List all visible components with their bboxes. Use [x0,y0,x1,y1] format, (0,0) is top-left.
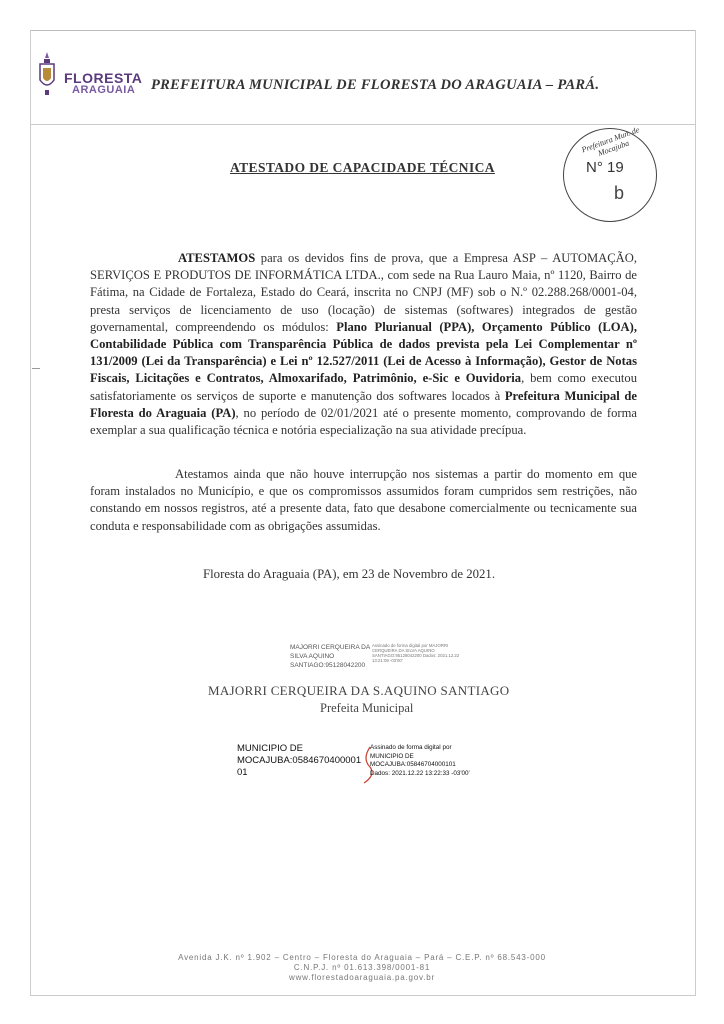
header-divider [30,124,696,125]
signer-role: Prefeita Municipal [320,701,414,715]
municipality-logo [32,48,144,100]
attest-text-3: , no período de 02/01/2021 até o presente momento, comprovando de forma exemplar a sua qualificação técnica e notória especialização na sua atividade precípua. [90,405,637,438]
digital-signature-1-name: MAJORRI CERQUEIRA DA SILVA AQUINO SANTIAGO:95128042200 [290,644,370,669]
margin-mark [32,368,40,369]
footer-website: www.florestadoaraguaia.pa.gov.br [289,973,435,982]
stamp-mark: b [614,183,625,203]
footer-cnpj: C.N.P.J. nº 01.613.398/0001-81 [293,963,431,972]
digital-signature-2-name: MUNICIPIO DE MOCAJUBA:0584670400001 01 [237,743,362,778]
digital-signature-1-details: Assinado de forma digital por MAJORRI CERQUEIRA DA SILVA AQUINO SANTIAGO:95128042200 Dados: 2021.12.22 13:21:09 -03'00' [372,643,460,663]
logo-word-floresta: FLORESTA [64,70,143,86]
attest-keyword: ATESTAMOS [178,251,256,265]
paragraph-attestation [90,250,637,439]
logo-word-araguaia: ARAGUAIA [72,84,136,96]
place-date: Floresta do Araguaia (PA), em 23 de Novembro de 2021. [203,567,496,581]
page-border-top [30,30,696,31]
paragraph-continuity [90,466,637,535]
dsig2-line-2: MUNICIPIO DE [370,752,414,760]
signer-name: MAJORRI CERQUEIRA DA S.AQUINO SANTIAGO [208,683,510,698]
continuity-text: Atestamos ainda que não houve interrupção nos sistemas a partir do momento em que foram instalados no Município, e que os compromissos assumidos foram cumpridos sem restrições, não constando em nossos registros, até a presente data, fato que desabone comercialmente ou tecnicamente sua conduta e responsabilidade com as obrigações assumidas. [90,467,637,533]
header-title: PREFEITURA MUNICIPAL DE FLORESTA DO ARAGUAIA – PARÁ. [151,77,600,93]
attest-text-1: para os devidos fins de prova, que a Empresa ASP – AUTOMAÇÃO, SERVIÇOS E PRODUTOS DE INFORMÁTICA LTDA., com sede na Rua Lauro Maia, nº 1120, Bairro de Fátima, na Cidade de Fortaleza, Estado do Ceará, inscrita no CNPJ (MF) sob o N.º 02.288.268/0001-04, presta serviços de licenciamento de uso (locação) de sistemas (softwares) integrados de gestão governamental, compreendendo os módulos: [90,251,637,334]
digital-signature-2-details [370,744,520,778]
page-border-bottom [30,995,696,996]
page-border-left [30,30,31,996]
dsig2-line-3: MOCAJUBA:05846704000101 [370,761,456,768]
dsig2-line-1: Assinado de forma digital por [370,744,452,751]
footer-address: Avenida J.K. nº 1.902 – Centro – Floresta do Araguaia – Pará – C.E.P. nº 68.543-000 [178,953,546,962]
document-title: ATESTADO DE CAPACIDADE TÉCNICA [230,160,495,175]
page-border-right [695,30,696,996]
protocol-stamp [563,125,657,222]
attest-text-2: , bem como executou satisfatoriamente os serviços de suporte e manutenção dos softwares locados à [90,371,637,403]
stamp-number: N° 19 [586,159,624,176]
dsig2-line-4: Dados: 2021.12.22 13:22:33 -03'00' [370,769,470,777]
attest-municipality: Prefeitura Municipal de Floresta do Araguaia (PA) [90,388,638,420]
stamp-text: Prefeitura Mun. de Mocajuba [580,125,641,159]
attest-modules: Plano Plurianual (PPA), Orçamento Público (LOA), Contabilidade Pública com Transparência Pública de dados prevista pela Lei Complementar nº 131/2009 (Lei da Transparência) e Lei nº 12.527/2011 (Lei de Acesso à Informação), Gestor de Notas Fiscais, Licitações e Contratos, Almoxarifado, Patrimônio, e-Sic e Ouvidoria [90,319,637,386]
crest-icon [36,50,58,96]
